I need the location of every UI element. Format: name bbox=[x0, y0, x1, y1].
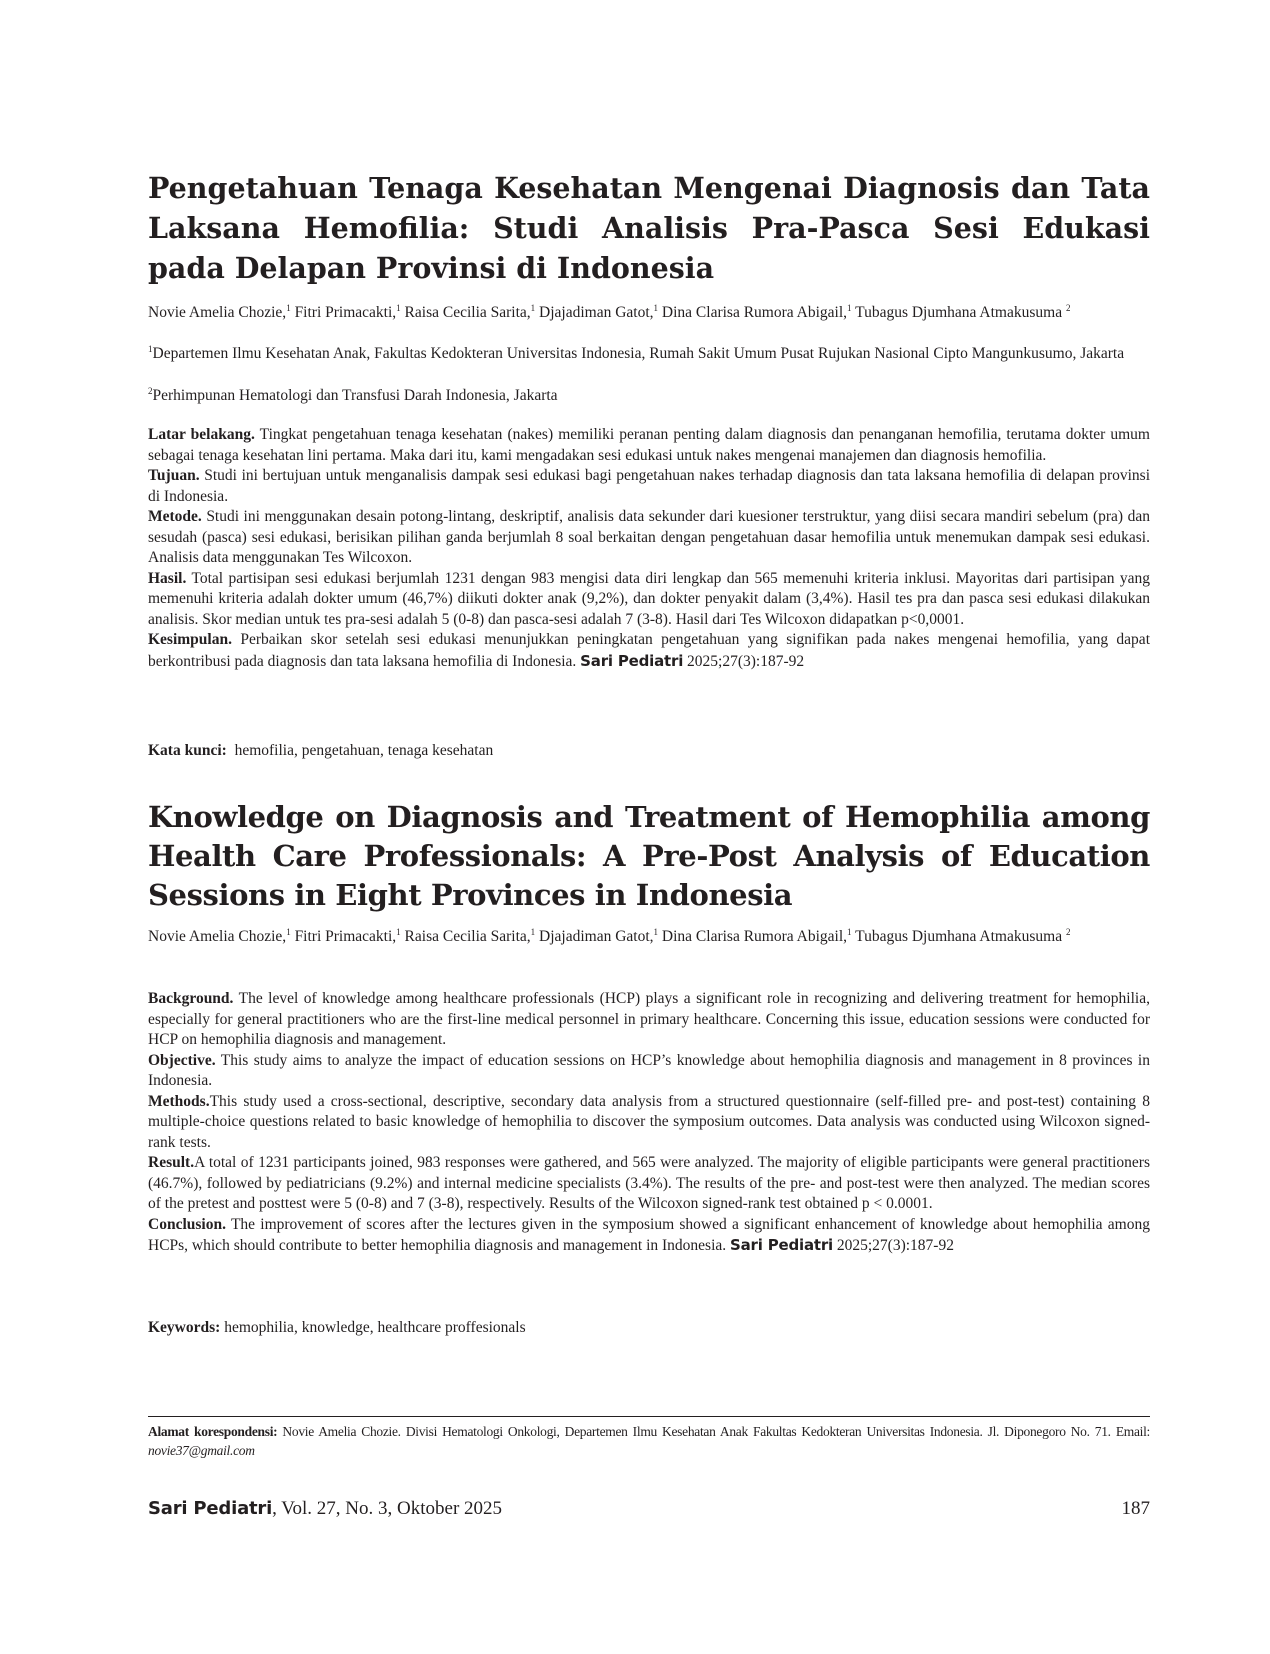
affiliation-text: Perhimpunan Hematologi dan Transfusi Darah Indonesia, Jakarta bbox=[152, 387, 558, 404]
section-text: The improvement of scores after the lectures given in the symposium showed a significant enhancement of knowledge about hemophilia among HCPs, which should contribute to better hemophilia diagnosis and management in Indonesia. bbox=[148, 1215, 1150, 1254]
section-label: Latar belakang. bbox=[148, 426, 255, 443]
keywords-label: Keywords: bbox=[148, 1319, 221, 1336]
abstract-methods bbox=[148, 507, 1150, 569]
author-affiliation-mark: 2 bbox=[1065, 927, 1071, 937]
section-text: Studi ini menggunakan desain potong-lintang, deskriptif, analisis data sekunder dari kuesioner terstruktur, yang diisi secara mandiri sebelum (pra) dan sesudah (pasca) sesi edukasi, berisikan pilihan ganda berjumlah 8 soal berkaitan dengan pengetahuan dasar hemofilia untuk menemukan dampak sesi edukasi. Analisis data menggunakan Tes Wilcoxon. bbox=[148, 508, 1150, 566]
author-name: Dina Clarisa Rumora Abigail, bbox=[661, 928, 848, 945]
affiliation-mark: 2 bbox=[148, 386, 153, 396]
footer-issue: , Vol. 27, No. 3, Oktober 2025 bbox=[272, 1498, 503, 1519]
running-footer bbox=[148, 1497, 1150, 1521]
section-text: This study aims to analyze the impact of education sessions on HCP’s knowledge about hemophilia diagnosis and management in 8 provinces in Indonesia. bbox=[148, 1051, 1150, 1089]
citation: 2025;27(3):187-92 bbox=[687, 652, 805, 670]
section-text: This study used a cross-sectional, descriptive, secondary data analysis from a structured questionnaire (self-filled pre- and post-test) containing 8 multiple-choice questions related to basic knowledge of hemophilia to discover the symposium outcomes. Data analysis was conducted using Wilcoxon signed-rank tests. bbox=[148, 1092, 1150, 1151]
author-name: Raisa Cecilia Sarita, bbox=[404, 928, 531, 945]
affiliation-mark: 1 bbox=[148, 344, 153, 354]
author-name: Fitri Primacakti, bbox=[294, 928, 397, 945]
abstract-results bbox=[148, 1153, 1150, 1215]
author-affiliation-mark: 1 bbox=[396, 927, 401, 937]
author-name: Djajadiman Gatot, bbox=[539, 928, 654, 945]
section-text: Perbaikan skor setelah sesi edukasi menunjukkan peningkatan pengetahuan yang signifikan pada nakes mengenai hemofilia, yang dapat berkontribusi pada diagnosis dan tata laksana hemofilia di Indonesia. bbox=[148, 631, 1150, 670]
footnote-divider bbox=[148, 1416, 1150, 1417]
section-label: Conclusion. bbox=[148, 1215, 226, 1233]
keywords-indonesian bbox=[148, 741, 1150, 761]
correspondence-email[interactable]: novie37@gmail.com bbox=[148, 1443, 255, 1458]
section-label: Result. bbox=[148, 1154, 195, 1171]
journal-name: Sari Pediatri bbox=[730, 1236, 833, 1254]
section-label: Tujuan. bbox=[148, 467, 200, 484]
author-affiliation-mark: 1 bbox=[847, 927, 852, 937]
correspondence-text: Novie Amelia Chozie. Divisi Hematologi Onkologi, Departemen Ilmu Kesehatan Anak Fakultas Kedokteran Universitas Indonesia. Jl. Diponegoro No. 71. Email: bbox=[282, 1424, 1151, 1439]
section-text: Tingkat pengetahuan tenaga kesehatan (nakes) memiliki peranan penting dalam diagnosis dan penanganan hemofilia, terutama dokter umum sebagai tenaga kesehatan lini pertama. Maka dari itu, kami mengadakan sesi edukasi untuk nakes mengenai manajemen dan diagnosis hemofilia. bbox=[148, 426, 1150, 464]
affiliation-text: Departemen Ilmu Kesehatan Anak, Fakultas Kedokteran Universitas Indonesia, Rumah Sakit Umum Pusat Rujukan Nasional Cipto Mangunkusumo, Jakarta bbox=[152, 345, 1125, 362]
abstract-background bbox=[148, 425, 1150, 466]
keywords-english bbox=[148, 1318, 1150, 1338]
abstract-background bbox=[148, 989, 1150, 1051]
author-name: Dina Clarisa Rumora Abigail, bbox=[661, 304, 848, 321]
abstract-english bbox=[148, 989, 1150, 1257]
keywords-text: hemophilia, knowledge, healthcare proffesionals bbox=[224, 1319, 526, 1336]
author-name: Fitri Primacakti, bbox=[294, 304, 397, 321]
author-affiliation-mark: 1 bbox=[286, 927, 291, 937]
author-name: Tubagus Djumhana Atmakusuma bbox=[855, 304, 1063, 321]
abstract-indonesian bbox=[148, 425, 1150, 672]
keywords-label: Kata kunci: bbox=[148, 742, 227, 759]
abstract-objective bbox=[148, 1051, 1150, 1092]
abstract-conclusion bbox=[148, 630, 1150, 672]
author-affiliation-mark: 2 bbox=[1065, 303, 1071, 313]
author-affiliation-mark: 1 bbox=[653, 927, 659, 937]
correspondence-footnote bbox=[148, 1422, 1150, 1460]
author-name: Novie Amelia Chozie, bbox=[148, 928, 287, 945]
section-label: Hasil. bbox=[148, 569, 187, 587]
article-title-indonesian: Pengetahuan Tenaga Kesehatan Mengenai Diagnosis dan Tata Laksana Hemofilia: Studi Analisis Pra-Pasca Sesi Edukasi pada Delapan Provinsi di Indonesia bbox=[148, 171, 1150, 285]
section-label: Metode. bbox=[148, 508, 202, 525]
author-list-indonesian bbox=[148, 302, 1150, 323]
affiliation-1 bbox=[148, 343, 1150, 364]
section-text: Studi ini bertujuan untuk menganalisis dampak sesi edukasi bagi pengetahuan nakes terhadap diagnosis dan tata laksana hemofilia di delapan provinsi di Indonesia. bbox=[148, 467, 1150, 505]
citation: 2025;27(3):187-92 bbox=[836, 1237, 954, 1254]
author-name: Djajadiman Gatot, bbox=[539, 304, 654, 321]
section-text: The level of knowledge among healthcare professionals (HCP) plays a significant role in recognizing and delivering treatment for hemophilia, especially for general practitioners who are the first-line medical personnel in primary healthcare. Concerning this issue, education sessions were conducted for HCP on hemophilia diagnosis and management. bbox=[148, 990, 1150, 1048]
abstract-results bbox=[148, 569, 1150, 631]
section-label: Objective. bbox=[148, 1051, 216, 1069]
section-text: Total partisipan sesi edukasi berjumlah 1231 dengan 983 mengisi data diri lengkap dan 565 memenuhi kriteria inklusi. Mayoritas dari partisipan yang memenuhi kriteria adalah dokter umum (46,7%) diikuti dokter anak (9,2%), dan dokter penyakit dalam (3,4%). Hasil tes pra dan pasca sesi edukasi dilakukan analisis. Skor median untuk tes pra-sesi adalah 5 (0-8) dan pasca-sesi adalah 7 (3-8). Hasil dari Tes Wilcoxon didapatkan p<0,0001. bbox=[148, 569, 1150, 628]
article-page bbox=[148, 0, 1150, 1654]
page-number: 187 bbox=[1121, 1498, 1150, 1519]
affiliation-2 bbox=[148, 385, 1150, 406]
section-label: Background. bbox=[148, 990, 234, 1007]
author-affiliation-mark: 1 bbox=[653, 303, 659, 313]
author-name: Novie Amelia Chozie, bbox=[148, 304, 287, 321]
footer-journal-name: Sari Pediatri bbox=[148, 1498, 273, 1519]
author-affiliation-mark: 1 bbox=[530, 927, 536, 937]
abstract-objective bbox=[148, 466, 1150, 507]
author-affiliation-mark: 1 bbox=[847, 303, 852, 313]
author-affiliation-mark: 1 bbox=[286, 303, 291, 313]
keywords-text: hemofilia, pengetahuan, tenaga kesehatan bbox=[234, 742, 494, 759]
author-name: Raisa Cecilia Sarita, bbox=[404, 304, 531, 321]
author-affiliation-mark: 1 bbox=[396, 303, 401, 313]
section-text: A total of 1231 participants joined, 983 responses were gathered, and 565 were analyzed. The majority of eligible participants were general practitioners (46.7%), followed by pediatricians (9.2%) and internal medicine specialists (3.4%). The results of the pre- and post-test were then analyzed. The median scores of the pretest and posttest were 5 (0-8) and 7 (3-8), respectively. Results of the Wilcoxon signed-rank test obtained p < 0.0001. bbox=[148, 1154, 1150, 1212]
section-label: Kesimpulan. bbox=[148, 631, 232, 648]
author-name: Tubagus Djumhana Atmakusuma bbox=[855, 928, 1063, 945]
section-label: Methods. bbox=[148, 1092, 210, 1110]
author-affiliation-mark: 1 bbox=[530, 303, 536, 313]
article-title-english: Knowledge on Diagnosis and Treatment of Hemophilia among Health Care Professionals: A Pre-Post Analysis of Education Sessions in Eight Provinces in Indonesia bbox=[148, 800, 1150, 912]
abstract-conclusion bbox=[148, 1215, 1150, 1257]
abstract-methods bbox=[148, 1092, 1150, 1154]
correspondence-label: Alamat korespondensi: bbox=[148, 1424, 278, 1439]
author-list-english bbox=[148, 926, 1150, 947]
journal-name: Sari Pediatri bbox=[580, 651, 684, 670]
